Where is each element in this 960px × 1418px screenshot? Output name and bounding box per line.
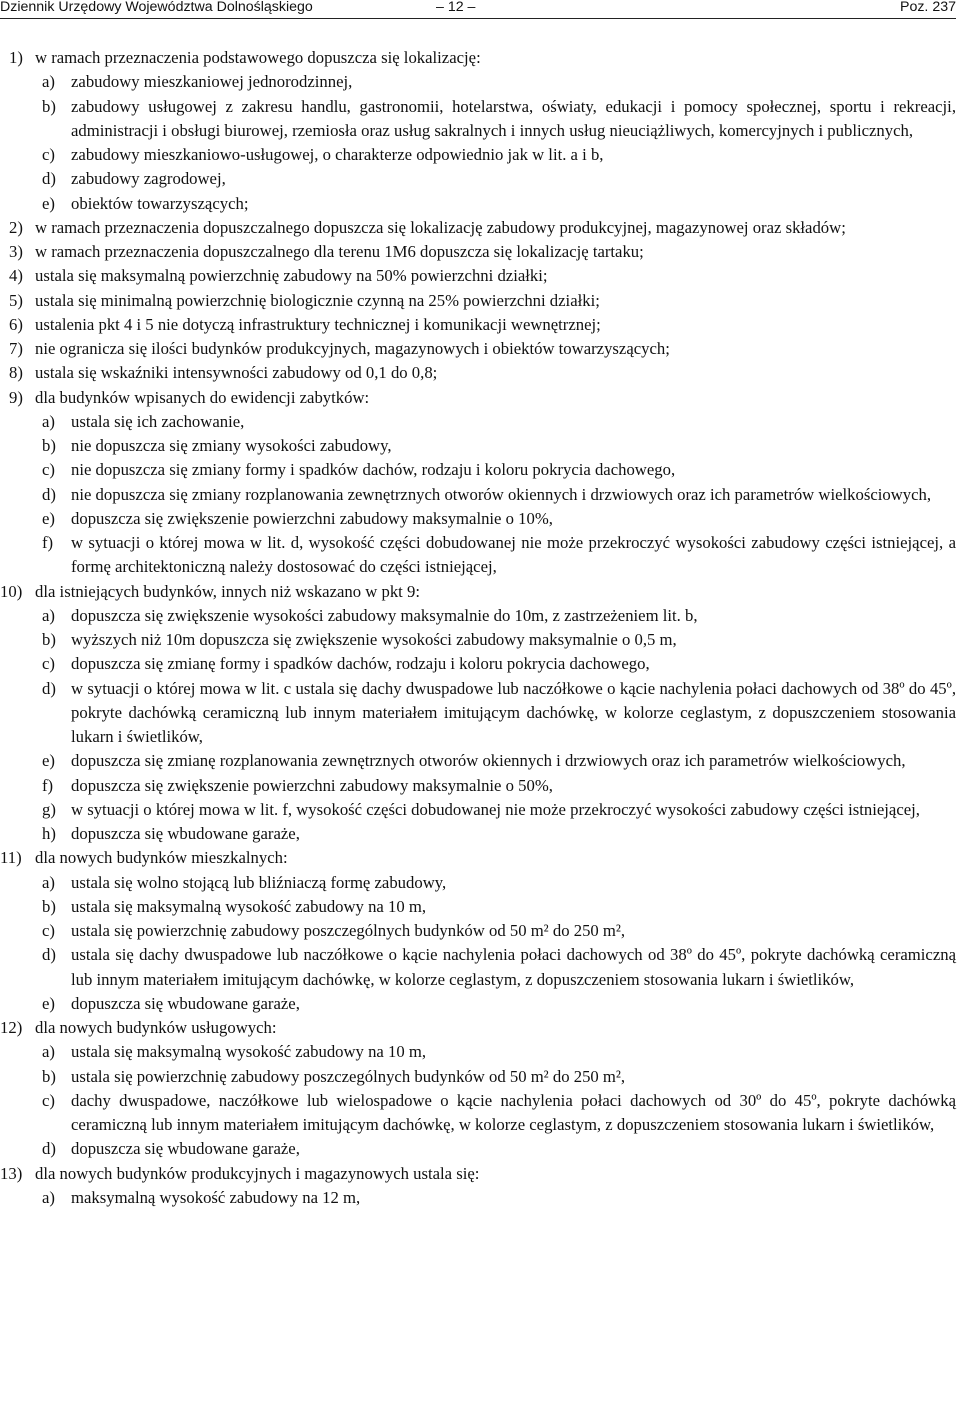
item-number: f) bbox=[42, 533, 54, 552]
item-number: 8) bbox=[9, 363, 23, 383]
item-number: d) bbox=[42, 678, 56, 698]
item-text: ustala się minimalną powierzchnię biologicznie czynną na 25% powierzchni działki; bbox=[35, 290, 600, 310]
item-text: wyższych niż 10m dopuszcza się zwiększenie wysokości zabudowy maksymalnie o 0,5 m, bbox=[71, 630, 677, 649]
list-item bbox=[0, 1016, 956, 1040]
item-number: a) bbox=[42, 72, 55, 92]
sub-list-item bbox=[9, 1089, 956, 1138]
item-text: dla nowych budynków usługowych: bbox=[35, 1018, 277, 1037]
item-text: obiektów towarzyszących; bbox=[71, 193, 249, 213]
item-text: ustalenia pkt 4 i 5 nie dotyczą infrastruktury technicznej i komunikacji wewnętrznej; bbox=[35, 314, 601, 334]
item-text: w sytuacji o której mowa w lit. d, wysokość części dobudowanej nie może przekroczyć wysokości zabudowy części istniejącej, a formę architektoniczną należy dostosować do części istniejącej, bbox=[71, 533, 956, 577]
item-number: g) bbox=[42, 799, 56, 819]
item-number: e) bbox=[42, 508, 55, 528]
item-text: w ramach przeznaczenia dopuszczalnego dla terenu 1M6 dopuszcza się lokalizację tartaku; bbox=[35, 242, 644, 261]
item-number: f) bbox=[42, 775, 54, 795]
item-number: d) bbox=[42, 1139, 56, 1159]
item-number: b) bbox=[42, 896, 56, 916]
item-text: ustala się wskaźniki intensywności zabudowy od 0,1 do 0,8; bbox=[35, 363, 438, 383]
sub-list-item bbox=[9, 458, 956, 482]
item-number: c) bbox=[42, 1090, 55, 1110]
item-number: b) bbox=[42, 436, 56, 455]
item-number: a) bbox=[42, 411, 55, 431]
item-text: dopuszcza się zwiększenie powierzchni zabudowy maksymalnie o 10%, bbox=[71, 508, 553, 528]
item-text: nie dopuszcza się zmiany formy i spadków dachów, rodzaju i koloru pokrycia dachowego, bbox=[71, 460, 676, 480]
sub-list-item bbox=[9, 749, 956, 773]
sub-list-item bbox=[9, 992, 956, 1016]
item-number: c) bbox=[42, 460, 55, 480]
item-text: dopuszcza się wbudowane garaże, bbox=[71, 824, 300, 843]
item-number: d) bbox=[42, 484, 56, 504]
item-number: a) bbox=[42, 1187, 55, 1207]
sub-list-item bbox=[9, 531, 956, 580]
item-number: 7) bbox=[9, 339, 23, 358]
item-text: dla nowych budynków produkcyjnych i magazynowych ustala się: bbox=[35, 1163, 480, 1183]
item-text: nie ogranicza się ilości budynków produkcyjnych, magazynowych i obiektów towarzyszących; bbox=[35, 339, 670, 358]
sub-list-item bbox=[9, 434, 956, 458]
item-text: w ramach przeznaczenia podstawowego dopuszcza się lokalizację: bbox=[35, 48, 481, 67]
item-text: dopuszcza się zmianę rozplanowania zewnętrznych otworów okiennych i drzwiowych oraz ich parametrów wielkościowych, bbox=[71, 751, 906, 771]
item-text: maksymalną wysokość zabudowy na 12 m, bbox=[71, 1187, 361, 1207]
list-item bbox=[0, 580, 956, 604]
sub-list-item bbox=[9, 70, 956, 94]
list-item bbox=[0, 846, 956, 870]
list-item bbox=[9, 216, 956, 240]
sub-list-item bbox=[9, 95, 956, 144]
sub-list-item bbox=[9, 652, 956, 676]
item-number: e) bbox=[42, 193, 55, 213]
list-item bbox=[9, 386, 956, 410]
item-number: h) bbox=[42, 824, 56, 843]
item-number: b) bbox=[42, 96, 56, 116]
item-number: a) bbox=[42, 1042, 55, 1062]
item-text: ustala się dachy dwuspadowe lub naczółkowe o kącie nachylenia połaci dachowych od 38º do 45º, pokryte dachówką ceramiczną lub innym materiałem imitującym dachówkę, w kolorze ceglastym, z dopuszczeniem stosowania lukarn i świetlików, bbox=[71, 945, 956, 989]
sub-list-item bbox=[9, 774, 956, 798]
item-text: ustala się ich zachowanie, bbox=[71, 411, 245, 431]
item-text: dopuszcza się wbudowane garaże, bbox=[71, 993, 300, 1013]
sub-list-item bbox=[9, 677, 956, 750]
item-text: ustala się maksymalną wysokość zabudowy na 10 m, bbox=[71, 896, 427, 916]
item-text: w ramach przeznaczenia dopuszczalnego dopuszcza się lokalizację zabudowy produkcyjnej, magazynowej oraz składów; bbox=[35, 217, 846, 237]
sub-list-item bbox=[9, 192, 956, 216]
item-number: 4) bbox=[9, 266, 23, 286]
item-number: a) bbox=[42, 872, 55, 892]
sub-list-item bbox=[9, 507, 956, 531]
item-number: a) bbox=[42, 605, 55, 625]
list-item bbox=[9, 289, 956, 313]
sub-list-item bbox=[9, 895, 956, 919]
item-number: b) bbox=[42, 1066, 56, 1086]
item-number: 3) bbox=[9, 242, 23, 261]
item-text: zabudowy usługowej z zakresu handlu, gastronomii, hotelarstwa, oświaty, edukacji i pomocy społecznej, sportu i rekreacji, administracji i obsługi biurowej, rzemiosła oraz usług sakralnych i innych usług nieuciążliwych, komercyjnych i publicznych, bbox=[71, 96, 956, 140]
journal-title: Dziennik Urzędowy Województwa Dolnośląskiego bbox=[0, 0, 313, 15]
list-item bbox=[9, 264, 956, 288]
item-text: nie dopuszcza się zmiany wysokości zabudowy, bbox=[71, 436, 392, 455]
item-text: ustala się powierzchnię zabudowy poszczególnych budynków od 50 m² do 250 m², bbox=[71, 1066, 626, 1086]
list-item bbox=[9, 240, 956, 264]
item-text: dopuszcza się zwiększenie wysokości zabudowy maksymalnie do 10m, z zastrzeżeniem lit. b, bbox=[71, 605, 698, 625]
item-text: w sytuacji o której mowa w lit. f, wysokość części dobudowanej nie może przekroczyć wysokości zabudowy części istniejącej, bbox=[71, 799, 920, 819]
item-number: c) bbox=[42, 145, 55, 164]
page-header bbox=[0, 0, 960, 18]
item-number: 10) bbox=[0, 581, 23, 601]
sub-list-item bbox=[9, 822, 956, 846]
list-item bbox=[0, 1162, 956, 1186]
item-text: dachy dwuspadowe, naczółkowe lub wielospadowe o kącie nachylenia połaci dachowych od 30º do 45º, pokryte dachówką ceramiczną lub innym materiałem imitującym dachówkę, w kolorze ceglastym, z dopuszczeniem stosowania lukarn i świetlików, bbox=[71, 1090, 956, 1134]
item-number: c) bbox=[42, 921, 55, 940]
sub-list-item bbox=[9, 167, 956, 191]
list-item bbox=[9, 313, 956, 337]
page-number: – 12 – bbox=[436, 0, 476, 15]
header-divider bbox=[0, 18, 956, 19]
item-text: w sytuacji o której mowa w lit. c ustala się dachy dwuspadowe lub naczółkowe o kącie nachylenia połaci dachowych od 38º do 45º, pokryte dachówką ceramiczną lub innym materiałem imitującym dachówkę, w kolorze ceglastym, z dopuszczeniem stosowania lukarn i świetlików, bbox=[71, 678, 956, 746]
sub-list-item bbox=[9, 604, 956, 628]
item-number: 13) bbox=[0, 1163, 23, 1183]
list-item bbox=[9, 337, 956, 361]
item-number: 6) bbox=[9, 314, 23, 334]
item-text: zabudowy zagrodowej, bbox=[71, 169, 226, 189]
item-text: zabudowy mieszkaniowo-usługowej, o charakterze odpowiednio jak w lit. a i b, bbox=[71, 145, 604, 164]
sub-list-item bbox=[9, 1040, 956, 1064]
item-number: 1) bbox=[9, 48, 23, 67]
item-number: e) bbox=[42, 751, 55, 771]
sub-list-item bbox=[9, 871, 956, 895]
sub-list-item bbox=[9, 919, 956, 943]
item-text: ustala się wolno stojącą lub bliźniaczą formę zabudowy, bbox=[71, 872, 447, 892]
item-text: dopuszcza się zwiększenie powierzchni zabudowy maksymalnie o 50%, bbox=[71, 775, 553, 795]
item-text: dopuszcza się wbudowane garaże, bbox=[71, 1139, 300, 1159]
item-text: zabudowy mieszkaniowej jednorodzinnej, bbox=[71, 72, 353, 92]
item-number: 2) bbox=[9, 217, 23, 237]
item-text: ustala się maksymalną wysokość zabudowy na 10 m, bbox=[71, 1042, 427, 1062]
item-number: e) bbox=[42, 993, 55, 1013]
item-number: 11) bbox=[0, 848, 22, 868]
item-number: d) bbox=[42, 169, 56, 189]
sub-list-item bbox=[9, 1186, 956, 1210]
item-text: ustala się powierzchnię zabudowy poszczególnych budynków od 50 m² do 250 m², bbox=[71, 921, 626, 940]
sub-list-item bbox=[9, 483, 956, 507]
item-number: 5) bbox=[9, 290, 23, 310]
item-number: d) bbox=[42, 945, 56, 965]
sub-list-item bbox=[9, 1065, 956, 1089]
sub-list-item bbox=[9, 143, 956, 167]
item-number: 9) bbox=[9, 387, 23, 407]
sub-list-item bbox=[9, 798, 956, 822]
item-text: ustala się maksymalną powierzchnię zabudowy na 50% powierzchni działki; bbox=[35, 266, 548, 286]
sub-list-item bbox=[9, 1137, 956, 1161]
item-text: dla budynków wpisanych do ewidencji zabytków: bbox=[35, 387, 370, 407]
list-item bbox=[9, 361, 956, 385]
item-text: dla nowych budynków mieszkalnych: bbox=[35, 848, 288, 868]
item-text: dopuszcza się zmianę formy i spadków dachów, rodzaju i koloru pokrycia dachowego, bbox=[71, 654, 650, 674]
sub-list-item bbox=[9, 410, 956, 434]
position-number: Poz. 237 bbox=[899, 0, 956, 15]
item-number: 12) bbox=[0, 1018, 23, 1037]
item-number: c) bbox=[42, 654, 55, 674]
sub-list-item bbox=[9, 943, 956, 992]
document-body bbox=[0, 46, 956, 1210]
item-text: nie dopuszcza się zmiany rozplanowania zewnętrznych otworów okiennych i drzwiowych oraz ich parametrów wielkościowych, bbox=[71, 484, 932, 504]
item-number: b) bbox=[42, 630, 56, 649]
list-item bbox=[9, 46, 956, 70]
item-text: dla istniejących budynków, innych niż wskazano w pkt 9: bbox=[35, 581, 420, 601]
sub-list-item bbox=[9, 628, 956, 652]
